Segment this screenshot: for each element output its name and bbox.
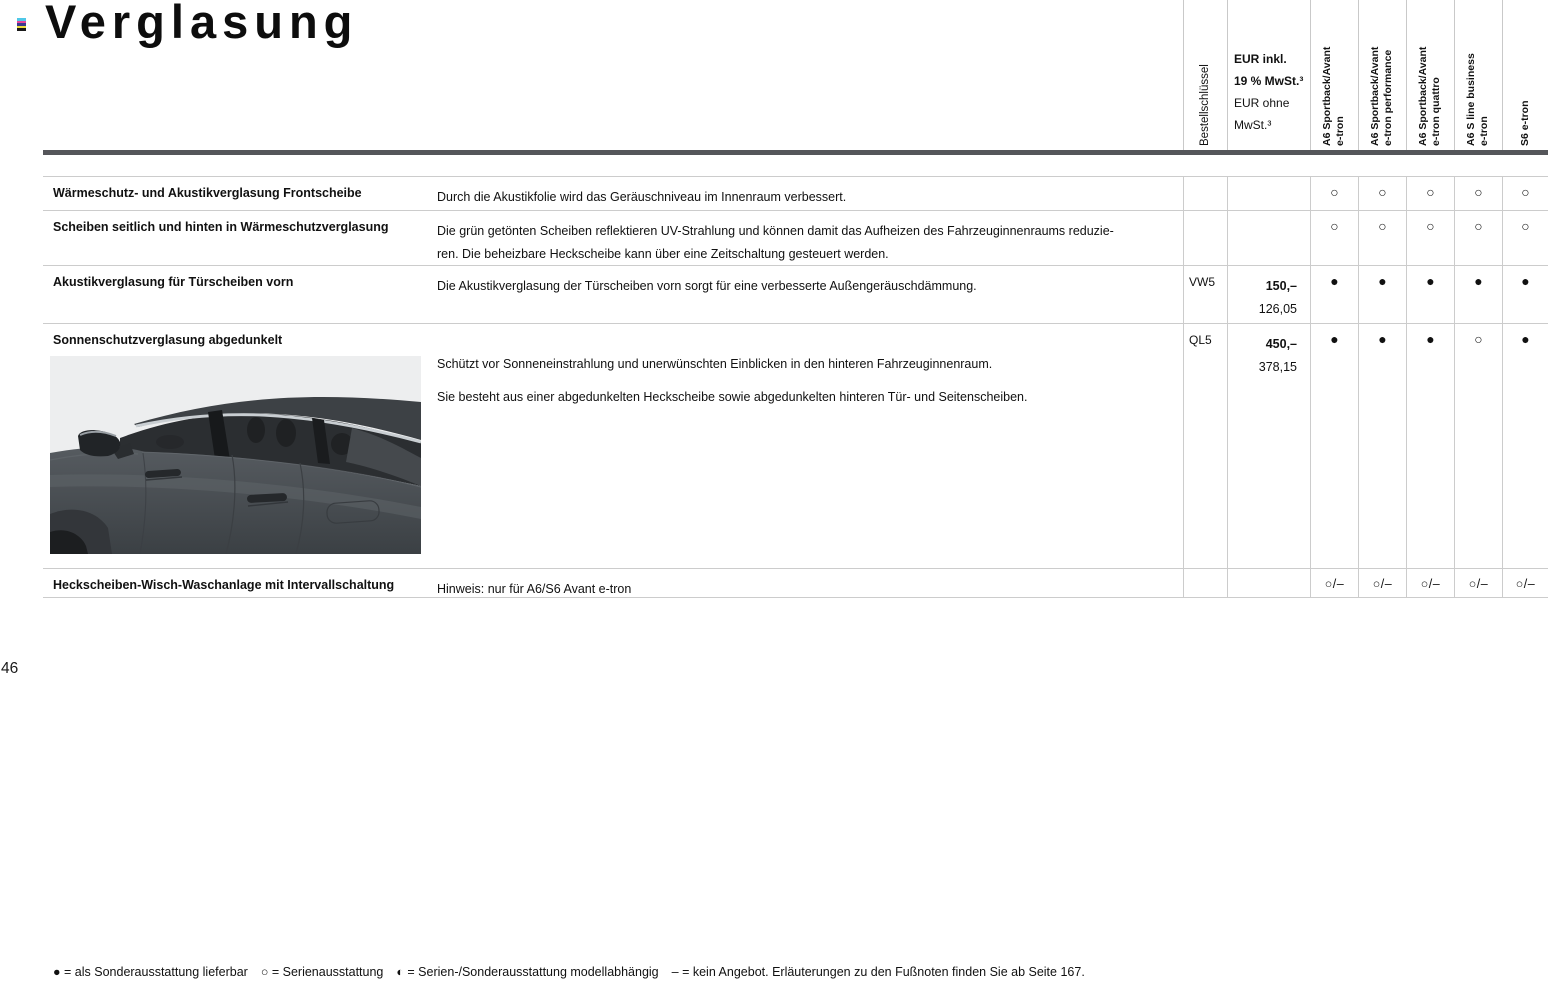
order-code-cell: VW5 [1183, 266, 1227, 323]
column-header-order-code: Bestellschlüssel [1183, 0, 1227, 150]
availability-cell: ● [1310, 266, 1358, 323]
availability-cell: ○ [1454, 211, 1502, 265]
availability-cell: ○/– [1310, 569, 1358, 597]
order-code-cell [1183, 569, 1227, 597]
availability-cell: ○ [1310, 211, 1358, 265]
availability-cell: ○/– [1502, 569, 1548, 597]
price-cell: 450,– 378,15 [1227, 324, 1310, 568]
table-row [43, 568, 1548, 598]
availability-cell: ○/– [1454, 569, 1502, 597]
column-header-model-1: A6 Sportback/Avant e-tron [1310, 0, 1358, 150]
feature-description: Die grün getönten Scheiben reflektieren UV-Strahlung und können damit das Aufheizen des Fahrzeuginnenraums reduzie- ren. Die beheizbare Heckscheibe kann über eine Zeitschaltung gesteuert werden. [437, 224, 1114, 261]
availability-cell: ● [1502, 266, 1548, 323]
legend-segment: ● = als Sonderausstattung lieferbar [53, 965, 248, 979]
page-title: Verglasung [45, 0, 359, 48]
feature-description: Schützt vor Sonneneinstrahlung und unerwünschten Einblicken in den hinteren Fahrzeuginnenraum. Sie besteht aus einer abgedunkelten Heckscheibe sowie abgedunkelten hinteren Tür- und Seitenscheiben. [437, 357, 1028, 404]
print-registration-mark [17, 18, 26, 31]
feature-description: Hinweis: nur für A6/S6 Avant e-tron [437, 582, 632, 596]
availability-cell: ○ [1454, 177, 1502, 210]
order-code-cell [1183, 211, 1227, 265]
feature-description: Durch die Akustikfolie wird das Geräuschniveau im Innenraum verbessert. [437, 190, 847, 204]
availability-cell: ● [1406, 266, 1454, 323]
column-header-model-3: A6 Sportback/Avant e-tron quattro [1406, 0, 1454, 150]
price-cell [1227, 211, 1310, 265]
availability-cell: ● [1358, 324, 1406, 568]
feature-description: Die Akustikverglasung der Türscheiben vorn sorgt für eine verbesserte Außengeräuschdämmung. [437, 279, 977, 293]
availability-cell: ○ [1310, 177, 1358, 210]
column-header-model-5: S6 e-tron [1502, 0, 1548, 150]
feature-name: Sonnenschutzverglasung abgedunkelt [43, 324, 437, 568]
feature-name: Wärmeschutz- und Akustikverglasung Frontscheibe [53, 186, 362, 200]
price-cell: 150,– 126,05 [1227, 266, 1310, 323]
availability-cell: ● [1406, 324, 1454, 568]
availability-cell: ○ [1454, 324, 1502, 568]
availability-cell: ● [1502, 324, 1548, 568]
availability-cell: ○ [1406, 211, 1454, 265]
legend-segment: ◐ = Serien-/Sonderausstattung modellabhängig [396, 965, 659, 979]
availability-cell: ○/– [1358, 569, 1406, 597]
order-code-cell: QL5 [1183, 324, 1227, 568]
order-code-cell [1183, 177, 1227, 210]
legend-segment: – = kein Angebot. Erläuterungen zu den Fußnoten finden Sie ab Seite 167. [671, 965, 1085, 979]
column-header-model-2: A6 Sportback/Avant e-tron performance [1358, 0, 1406, 150]
feature-name: Akustikverglasung für Türscheiben vorn [53, 275, 294, 289]
availability-cell: ○ [1358, 177, 1406, 210]
car-image [50, 356, 421, 554]
spec-table [43, 176, 1548, 598]
table-header [1183, 0, 1548, 150]
availability-cell: ○ [1502, 177, 1548, 210]
feature-name: Scheiben seitlich und hinten in Wärmeschutzverglasung [53, 220, 389, 234]
legend-footnote [53, 965, 1085, 979]
availability-cell: ● [1358, 266, 1406, 323]
feature-name: Heckscheiben-Wisch-Waschanlage mit Intervallschaltung [53, 578, 395, 592]
header-divider-rule [43, 150, 1548, 155]
page-number: 46 [1, 660, 19, 677]
column-header-price: EUR inkl. 19 % MwSt.³ EUR ohne MwSt.³ [1227, 0, 1310, 150]
availability-cell: ● [1310, 324, 1358, 568]
table-row [43, 323, 1548, 568]
availability-cell: ○ [1502, 211, 1548, 265]
table-row [43, 265, 1548, 323]
table-row [43, 176, 1548, 210]
price-cell [1227, 177, 1310, 210]
price-cell [1227, 569, 1310, 597]
availability-cell: ○ [1358, 211, 1406, 265]
legend-segment: ○ = Serienausstattung [260, 965, 384, 979]
availability-cell: ○ [1406, 177, 1454, 210]
availability-cell: ○/– [1406, 569, 1454, 597]
column-header-model-4: A6 S line business e-tron [1454, 0, 1502, 150]
availability-cell: ● [1454, 266, 1502, 323]
table-row [43, 210, 1548, 265]
